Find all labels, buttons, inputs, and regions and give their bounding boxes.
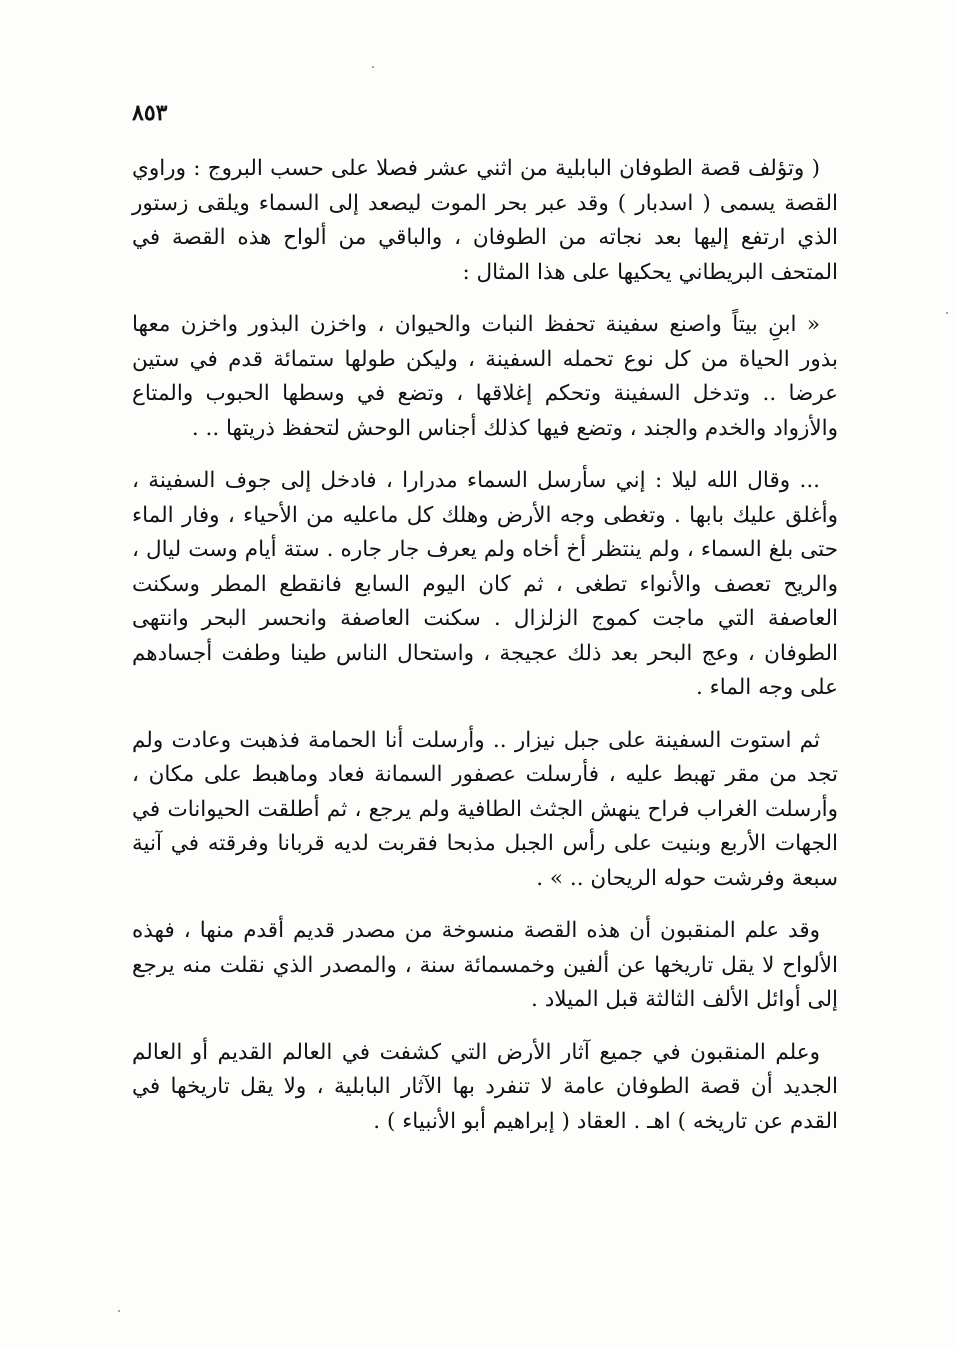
scan-speck <box>118 1310 120 1312</box>
paragraph-mount-nizar: ثم استوت السفينة على جبل نيزار .. وأرسلت أنا الحمامة فذهبت وعادت ولم تجد من مقر تهبط عليه ، فأرسلت عصفور السمانة فعاد وماهبط على مكان ، وأرسلت الغراب فراح ينهش الجثث الطافية ولم يرجع ، ثم أطلقت الحيوانات في الجهات الأربع وبنيت على رأس الجبل مذبحا فقربت لديه قربانا وفرقته في آنية سبعة وفرشت حوله الريحان .. » . <box>132 727 838 891</box>
paragraph-conclusion: وعلم المنقبون في جميع آثار الأرض التي كشفت في العالم القديم أو العالم الجديد أن قصة الطوفان عامة لا تنفرد بها الآثار البابلية ، ولا يقل تاريخها في القدم عن تاريخه ) اهـ . العقاد ( إبراهيم أبو الأنبياء ) . <box>132 1039 838 1134</box>
page-number: ٨٥٣ <box>132 100 168 126</box>
paragraph-intro: ( وتؤلف قصة الطوفان البابلية من اثني عشر فصلا على حسب البروج : وراوي القصة يسمى ( اسدبار ) وقد عبر بحر الموت ليصعد إلى السماء ويلقى زستور الذي ارتفع إليها بعد نجاته من الطوفان ، والباقي من ألواح هذه القصة في المتحف البريطاني يحكيها على هذا المثال : <box>132 156 838 285</box>
scan-speck <box>946 312 948 314</box>
paragraph-build-ship: « ابنِ بيتاً واصنع سفينة تحفظ النبات والحيوان ، واخزن البذور واخزن معها بذور الحياة من كل نوع تحمله السفينة ، وليكن طولها ستمائة قدم في ستين عرضا .. وتدخل السفينة وتحكم إغلاقها ، وتضع في وسطها الحبوب والمتاع والأزواد والخدم والجند ، وتضع فيها كذلك أجناس الوحش لتحفظ ذريتها .. . <box>132 312 838 441</box>
paragraph-source-age: وقد علم المنقبون أن هذه القصة منسوخة من مصدر قديم أقدم منها ، فهذه الألواح لا يقل تاريخها عن ألفين وخمسمائة سنة ، والمصدر الذي نقلت منه يرجع إلى أوائل الألف الثالثة قبل الميلاد . <box>132 918 838 1012</box>
paragraph-flood: ... وقال الله ليلا : إني سأرسل السماء مدرارا ، فادخل إلى جوف السفينة ، وأغلق عليك بابها . وتغطى وجه الأرض وهلك كل ماعليه من الأحياء ، وفار الماء حتى بلغ السماء ، ولم ينتظر أخ أخاه ولم يعرف جار جاره . ستة أيام وست ليال ، والريح تعصف والأنواء تطغى ، ثم كان اليوم السابع فانقطع المطر وسكنت العاصفة التي ماجت كموج الزلزال . سكنت العاصفة وانحسر البحر وانتهى الطوفان ، وعج البحر بعد ذلك عجيجة ، واستحال الناس طينا وطفت أجسادهم على وجه الماء . <box>132 468 838 700</box>
body-text <box>132 152 838 1139</box>
scan-speck <box>372 66 374 68</box>
